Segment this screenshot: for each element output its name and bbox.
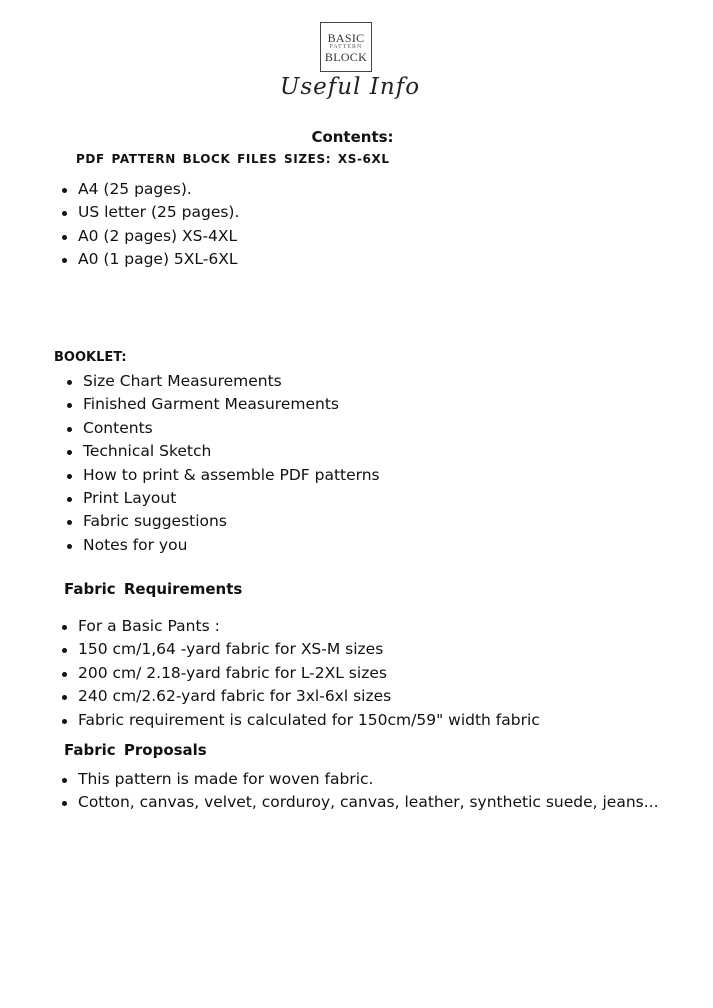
fabric-proposals-heading: Fabric Proposals	[64, 741, 207, 759]
list-item: A0 (1 page) 5XL-6XL	[62, 248, 239, 271]
list-item: Technical Sketch	[67, 440, 380, 463]
list-item: For a Basic Pants :	[62, 615, 540, 638]
fabric-requirements-heading: Fabric Requirements	[64, 580, 243, 598]
list-item: Notes for you	[67, 534, 380, 557]
fabric-requirements-list	[62, 615, 540, 732]
logo-line-basic: BASIC	[327, 30, 365, 45]
brand-logo	[320, 22, 372, 72]
list-item: Fabric suggestions	[67, 510, 380, 533]
list-item: A4 (25 pages).	[62, 178, 239, 201]
list-item: Contents	[67, 417, 380, 440]
file-sizes-heading: PDF PATTERN BLOCK FILES SIZES: XS-6XL	[76, 152, 390, 166]
list-item: This pattern is made for woven fabric.	[62, 768, 659, 791]
logo-line-pattern: PATTERN	[329, 43, 363, 50]
booklet-heading: BOOKLET:	[54, 350, 127, 365]
script-title	[276, 68, 436, 112]
list-item: Fabric requirement is calculated for 150cm/59" width fabric	[62, 709, 540, 732]
list-item: How to print & assemble PDF patterns	[67, 464, 380, 487]
script-title-text: Useful Info	[280, 74, 421, 100]
list-item: Print Layout	[67, 487, 380, 510]
file-sizes-list	[62, 178, 239, 272]
list-item: 240 cm/2.62-yard fabric for 3xl-6xl sizes	[62, 685, 540, 708]
fabric-proposals-list	[62, 768, 659, 815]
list-item: 200 cm/ 2.18-yard fabric for L-2XL sizes	[62, 662, 540, 685]
list-item: Finished Garment Measurements	[67, 393, 380, 416]
contents-heading-text: Contents:	[311, 128, 394, 146]
logo-line-block: BLOCK	[324, 49, 368, 64]
list-item: Size Chart Measurements	[67, 370, 380, 393]
booklet-list	[67, 370, 380, 557]
list-item: A0 (2 pages) XS-4XL	[62, 225, 239, 248]
list-item: US letter (25 pages).	[62, 201, 239, 224]
contents-heading	[0, 128, 713, 146]
list-item: 150 cm/1,64 -yard fabric for XS-M sizes	[62, 638, 540, 661]
list-item: Cotton, canvas, velvet, corduroy, canvas, leather, synthetic suede, jeans...	[62, 791, 659, 814]
